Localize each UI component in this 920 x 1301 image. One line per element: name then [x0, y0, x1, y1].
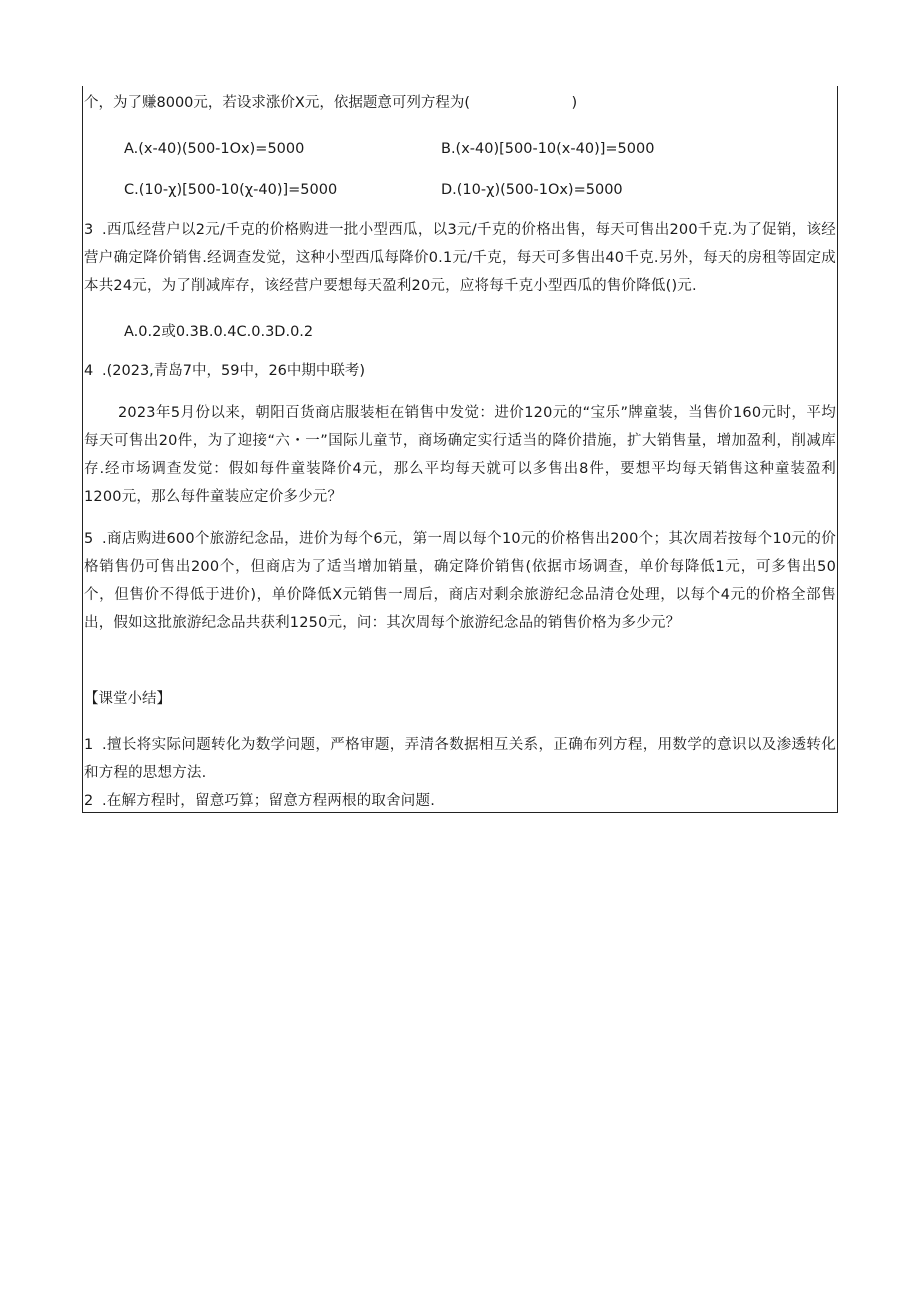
question-4-source: .(2023,青岛7中，59中，26中期中联考) [102, 363, 366, 379]
q2-stem-tail: 个，为了赚8000元，若设求涨价X元，依据题意可列方程为( ) [84, 95, 578, 111]
question-3-text: .西瓜经营户以2元/千克的价格购进一批小型西瓜，以3元/千克的价格出售，每天可售出200千克.为了促销，该经营户确定降价销售.经调查发觉，这种小型西瓜每降价0.1元/千克，每天可多售出40千克.另外，每天的房租等固定成本共24元，为了削减库存，该经营户要想每天盈利20元，应将每千克小型西瓜的售价降低()元. [84, 222, 836, 294]
summary-item-1-text: .擅长将实际问题转化为数学问题，严格审题，弄清各数据相互关系，正确布列方程，用数学的意识以及渗透转化和方程的思想方法. [84, 737, 836, 781]
q2-option-c: C.(10-χ)[500-10(χ-40)]=5000 [124, 182, 338, 198]
summary-item-1 [84, 731, 836, 787]
summary-item-2-number: 2 [84, 793, 94, 809]
q3-options: A.0.2或0.3B.0.4C.0.3D.0.2 [124, 324, 314, 340]
summary-item-1-number: 1 [84, 737, 94, 753]
question-4-header [84, 361, 365, 381]
question-3 [84, 216, 836, 300]
q2-option-d: D.(10-χ)(500-1Ox)=5000 [441, 182, 623, 198]
q2-option-a: A.(x-40)(500-1Ox)=5000 [124, 141, 305, 157]
question-5-text: .商店购进600个旅游纪念品，进价为每个6元，第一周以每个10元的价格售出200个；其次周若按每个10元的价格销售仍可售出200个，但商店为了适当增加销量，确定降价销售(依据市场调查，单价每降低1元，可多售出50个，但售价不得低于进价)，单价降低X元销售一周后，商店对剩余旅游纪念品清仓处理，以每个4元的价格全部售出，假如这批旅游纪念品共获利1250元，问：其次周每个旅游纪念品的销售价格为多少元？ [84, 531, 836, 631]
summary-heading: 【课堂小结】 [84, 691, 171, 707]
question-3-number: 3 [84, 222, 94, 238]
q2-option-b: B.(x-40)[500-10(x-40)]=5000 [441, 141, 655, 157]
summary-item-2-text: .在解方程时，留意巧算；留意方程两根的取舍问题. [102, 793, 436, 809]
question-4-number: 4 [84, 363, 94, 379]
question-5 [84, 525, 836, 637]
question-5-number: 5 [84, 531, 94, 547]
question-4-text: 2023年5月份以来，朝阳百货商店服装柜在销售中发觉：进价120元的“宝乐”牌童装，当售价160元时，平均每天可售出20件，为了迎接“六・一”国际儿童节，商场确定实行适当的降价措施，扩大销售量，增加盈利，削减库存.经市场调查发觉：假如每件童装降价4元，那么平均每天就可以多售出8件，要想平均每天销售这种童装盈利1200元，那么每件童装应定价多少元？ [84, 405, 836, 505]
summary-item-2 [84, 787, 836, 815]
